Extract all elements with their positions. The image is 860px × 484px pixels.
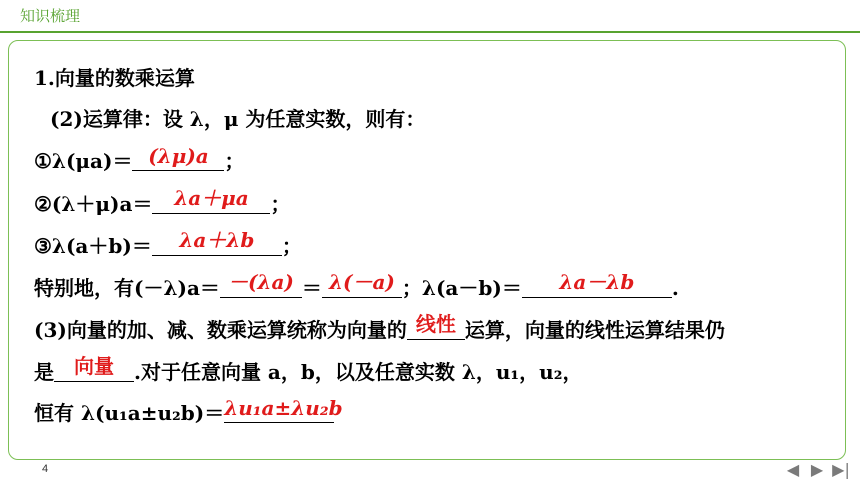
answer-blank-9 xyxy=(224,396,343,423)
last-slide-icon[interactable]: ▶| xyxy=(832,460,850,479)
rule-2-suffix: ； xyxy=(270,192,291,216)
rule-intro: (2)运算律：设 λ，μ 为任意实数，则有： xyxy=(50,107,426,131)
rule-3-suffix: ； xyxy=(281,234,302,258)
rule-line-2 xyxy=(34,188,290,217)
next-slide-icon[interactable]: ▶ xyxy=(810,460,824,479)
rule-1-suffix: ； xyxy=(224,149,245,173)
linear-ops-line xyxy=(34,314,725,343)
identity-prefix: 恒有 λ(u₁a±u₂b)＝ xyxy=(34,401,225,425)
special-prefix: 特别地，有(－λ)a＝ xyxy=(34,276,220,300)
answer-8: 向量 xyxy=(74,354,114,378)
rule-line-3 xyxy=(34,230,302,259)
special-case-line xyxy=(34,272,679,301)
section-title: 知识梳理 xyxy=(20,7,81,25)
rule-3-prefix: ③λ(a＋b)＝ xyxy=(34,234,152,258)
identity-line xyxy=(34,396,343,426)
rule-line-1 xyxy=(34,145,244,174)
answer-blank-4 xyxy=(220,270,302,298)
linear-suffix: 运算，向量的线性运算结果仍 xyxy=(464,318,725,342)
answer-5: λ(－a) xyxy=(328,270,395,294)
answer-7: 线性 xyxy=(415,312,456,336)
answer-blank-6 xyxy=(522,270,672,298)
page-number: 4 xyxy=(42,463,49,475)
linear-text: (3)向量的加、减、数乘运算统称为向量的 xyxy=(34,318,407,342)
special-sep: ；λ(a－b)＝ xyxy=(401,276,522,300)
answer-9: λu₁a±λu₂b xyxy=(224,396,343,420)
answer-blank-3 xyxy=(152,228,282,256)
answer-blank-7 xyxy=(407,312,465,340)
slide-navigation xyxy=(784,462,850,478)
answer-1: (λμ)a xyxy=(148,144,209,168)
answer-6: λa－λb xyxy=(559,270,635,294)
answer-4: －(λa) xyxy=(227,270,294,294)
answer-blank-5 xyxy=(322,270,402,298)
answer-3: λa＋λb xyxy=(179,228,255,252)
answer-blank-8 xyxy=(54,354,134,382)
special-suffix: . xyxy=(671,276,679,300)
answer-blank-2 xyxy=(152,186,270,214)
header-divider xyxy=(0,31,860,33)
result-suffix: .对于任意向量 a，b，以及任意实数 λ，u₁，u₂， xyxy=(134,360,583,384)
answer-2: λa＋μa xyxy=(174,186,249,210)
rule-1-prefix: ①λ(μa)＝ xyxy=(34,149,133,173)
result-prefix: 是 xyxy=(34,360,54,384)
result-line xyxy=(34,356,582,385)
heading: 1.向量的数乘运算 xyxy=(34,66,195,90)
rule-2-prefix: ②(λ＋μ)a＝ xyxy=(34,192,153,216)
prev-slide-icon[interactable]: ◀ xyxy=(786,460,800,479)
answer-blank-1 xyxy=(132,146,224,171)
special-mid: ＝ xyxy=(301,276,322,300)
